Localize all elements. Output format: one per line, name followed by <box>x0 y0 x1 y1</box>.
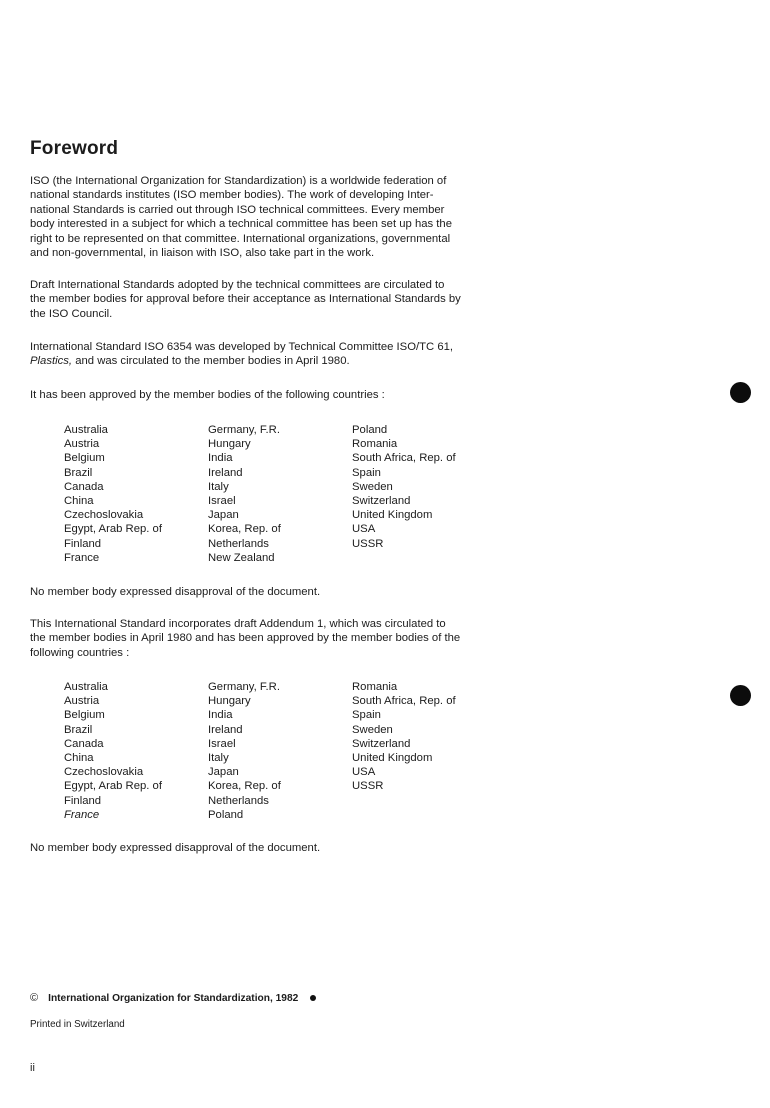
country: United Kingdom <box>352 752 433 765</box>
country: Hungary <box>208 695 251 708</box>
country: China <box>64 495 94 508</box>
country-column <box>352 423 456 551</box>
country-column <box>208 423 281 565</box>
country: Switzerland <box>352 495 411 508</box>
paragraph-addendum <box>30 617 472 660</box>
country: Poland <box>352 424 388 436</box>
text-line: Draft International Standards adopted by the technical committees are circulated to <box>30 279 445 291</box>
country: Italy <box>208 752 229 765</box>
country: Switzerland <box>352 737 411 750</box>
approval-intro: It has been approved by the member bodies of the following countries : <box>30 389 385 401</box>
country: New Zealand <box>208 551 275 564</box>
country: Sweden <box>352 723 393 736</box>
country: Israel <box>208 495 236 508</box>
paragraph-iso-6354 <box>30 340 472 369</box>
country: South Africa, Rep. of <box>352 695 456 708</box>
country: USSR <box>352 537 384 550</box>
country: Israel <box>208 737 236 750</box>
text-line: national Standards is carried out through ISO technical committees. Every member <box>30 203 445 216</box>
country: South Africa, Rep. of <box>352 452 456 465</box>
copyright-symbol: © <box>30 992 39 1004</box>
country: China <box>64 752 94 765</box>
country: Japan <box>208 766 239 779</box>
country: USSR <box>352 780 384 793</box>
disapproval-note: No member body expressed disapproval of the document. <box>30 842 321 854</box>
country: Netherlands <box>208 794 269 807</box>
country: Czechoslovakia <box>64 766 144 779</box>
country: Italy <box>208 480 229 493</box>
committee-name: Plastics, <box>30 355 73 368</box>
text-line <box>30 354 472 368</box>
text-fragment: and was circulated to the member bodies in April 1980. <box>72 355 350 368</box>
text-line: and non-governmental, in liaison with ISO, also take part in the work. <box>30 247 375 260</box>
bullet-dot-icon <box>310 995 316 1001</box>
country: Belgium <box>64 452 105 465</box>
text-line: This International Standard incorporates draft Addendum 1, which was circulated to <box>30 618 446 630</box>
country: Spain <box>352 709 381 722</box>
country: Germany, F.R. <box>208 424 280 436</box>
copyright-line <box>30 992 316 1004</box>
country: Austria <box>64 695 100 708</box>
text-line: the ISO Council. <box>30 307 113 320</box>
country-column <box>64 423 162 565</box>
text-line: national standards institutes (ISO member bodies). The work of developing Inter- <box>30 189 434 202</box>
country-column <box>64 680 162 822</box>
text-line: the member bodies in April 1980 and has been approved by the member bodies of the <box>30 632 461 645</box>
text-line: the member bodies for approval before their acceptance as International Standards by <box>30 293 461 306</box>
country: Poland <box>208 808 244 821</box>
country: Korea, Rep. of <box>208 780 281 793</box>
country: Japan <box>208 509 239 522</box>
text-line: International Standard ISO 6354 was developed by Technical Committee ISO/TC 61, <box>30 341 454 353</box>
country: Canada <box>64 737 104 750</box>
country: United Kingdom <box>352 509 433 522</box>
country-list-main <box>64 423 484 565</box>
country: Sweden <box>352 480 393 493</box>
country: France <box>64 551 100 564</box>
country: Belgium <box>64 709 105 722</box>
country: Romania <box>352 681 398 693</box>
printed-in: Printed in Switzerland <box>30 1019 125 1030</box>
country-column <box>352 680 456 794</box>
country: Brazil <box>64 466 93 479</box>
country: Australia <box>64 424 108 436</box>
binding-hole-mark <box>730 382 751 403</box>
country: India <box>208 709 233 722</box>
country: Canada <box>64 480 104 493</box>
country: Ireland <box>208 723 243 736</box>
country: Spain <box>352 466 381 479</box>
country-column <box>208 680 281 822</box>
paragraph-iso-intro <box>30 174 472 260</box>
paragraph-draft-standards <box>30 278 472 321</box>
country: Finland <box>64 794 102 807</box>
disapproval-note: No member body expressed disapproval of the document. <box>30 586 321 598</box>
text-line: following countries : <box>30 646 130 659</box>
country-list-addendum <box>64 680 484 822</box>
country: Finland <box>64 537 102 550</box>
country: Australia <box>64 681 108 693</box>
country: Egypt, Arab Rep. of <box>64 780 162 793</box>
country: France <box>64 808 100 821</box>
text-line: ISO (the International Organization for Standardization) is a worldwide federation of <box>30 175 447 187</box>
country: Hungary <box>208 438 251 451</box>
country: USA <box>352 523 376 536</box>
text-line: right to be represented on that committee. International organizations, governmental <box>30 232 451 245</box>
country: Brazil <box>64 723 93 736</box>
country: Germany, F.R. <box>208 681 280 693</box>
country: Czechoslovakia <box>64 509 144 522</box>
copyright-organization: International Organization for Standardization, 1982 <box>48 993 299 1004</box>
page-number: ii <box>30 1062 35 1074</box>
country: India <box>208 452 233 465</box>
country: Ireland <box>208 466 243 479</box>
page-title: Foreword <box>30 138 119 159</box>
text-line: body interested in a subject for which a technical committee has been set up has the <box>30 218 452 231</box>
country: Netherlands <box>208 537 269 550</box>
country: Korea, Rep. of <box>208 523 281 536</box>
country: Egypt, Arab Rep. of <box>64 523 162 536</box>
binding-hole-mark <box>730 685 751 706</box>
country: USA <box>352 766 376 779</box>
country: Romania <box>352 438 398 451</box>
country: Austria <box>64 438 100 451</box>
